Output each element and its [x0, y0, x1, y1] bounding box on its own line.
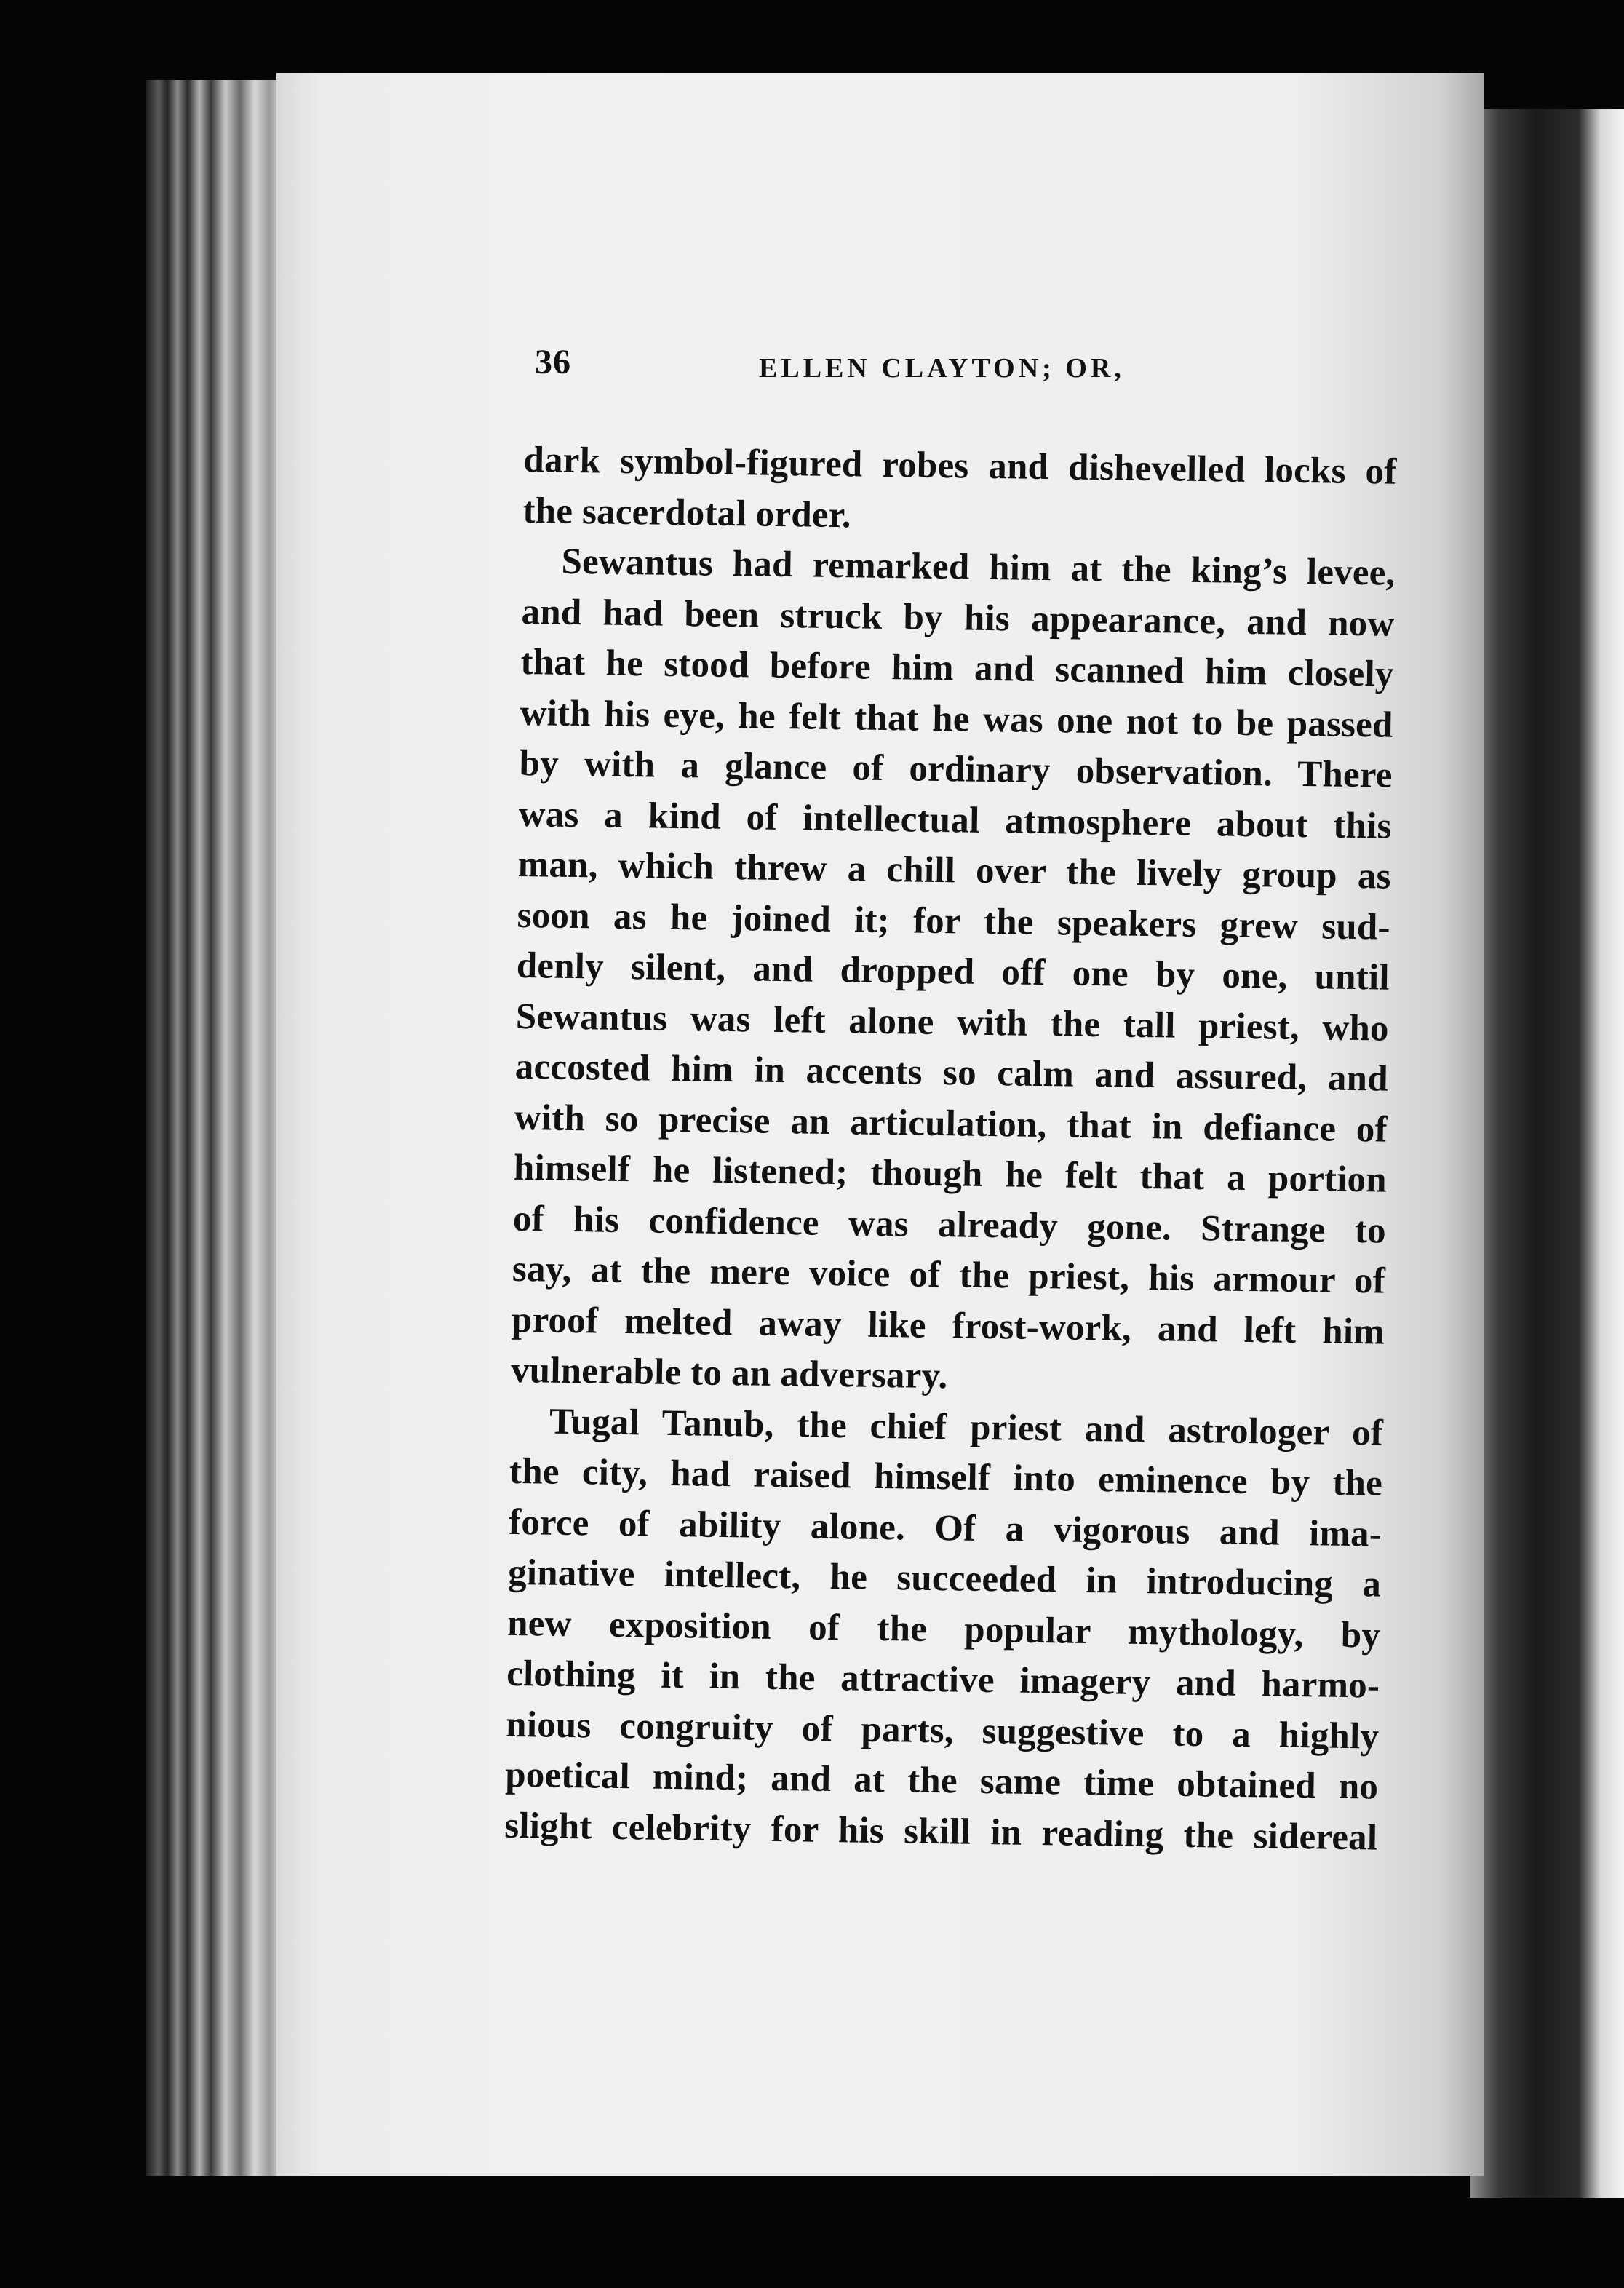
text-line: that he stood before him and scanned him closely: [520, 641, 1394, 695]
text-line: himself he listened; though he felt that a portion: [513, 1147, 1388, 1201]
text-line: dark symbol-figured robes and dishevelled locks of: [523, 439, 1397, 493]
text-line: accosted him in accents so calm and assured, and: [514, 1046, 1389, 1100]
running-title: ELLEN CLAYTON; OR,: [759, 353, 1125, 384]
text-line: poetical mind; and at the same time obtained no: [504, 1754, 1379, 1808]
text-line: slight celebrity for his skill in reading the sidereal: [503, 1805, 1378, 1859]
book-gutter: [1470, 109, 1624, 2198]
text-line: new exposition of the popular mythology, by: [506, 1602, 1381, 1656]
book-page-edges: [146, 80, 298, 2176]
text-line: Sewantus had remarked him at the king’s levee,: [561, 541, 1396, 594]
text-line: proof melted away like frost-work, and left him: [511, 1299, 1385, 1353]
page-number: 36: [535, 343, 571, 381]
text-line: and had been struck by his appearance, and now: [521, 591, 1395, 645]
text-line: by with a glance of ordinary observation. There: [519, 742, 1393, 796]
text-line: with his eye, he felt that he was one not to be passed: [520, 692, 1393, 746]
text-line: the sacerdotal order.: [522, 490, 852, 536]
text-line: say, at the mere voice of the priest, his armour of: [512, 1248, 1386, 1302]
running-head: [535, 342, 1444, 386]
text-line: with so precise an articulation, that in defiance of: [514, 1097, 1388, 1151]
text-line: nious congruity of parts, suggestive to a highly: [505, 1704, 1380, 1757]
text-line: force of ability alone. Of a vigorous and ima-: [508, 1501, 1382, 1555]
body-text: [504, 435, 1397, 1864]
text-line: Sewantus was left alone with the tall priest, who: [515, 996, 1390, 1049]
text-line: of his confidence was already gone. Strange to: [512, 1198, 1387, 1252]
text-line: man, which threw a chill over the lively group as: [517, 843, 1392, 897]
text-line: was a kind of intellectual atmosphere about this: [518, 793, 1393, 847]
text-line: Tugal Tanub, the chief priest and astrologer of: [549, 1401, 1384, 1454]
text-line: vulnerable to an adversary.: [510, 1349, 948, 1397]
text-line: ginative intellect, he succeeded in introducing a: [507, 1552, 1382, 1605]
book-page: [276, 73, 1484, 2176]
text-line: clothing it in the attractive imagery and harmo-: [506, 1653, 1380, 1707]
text-line: denly silent, and dropped off one by one, until: [516, 945, 1390, 998]
text-line: soon as he joined it; for the speakers grew sud-: [517, 894, 1391, 948]
text-line: the city, had raised himself into eminence by the: [509, 1450, 1383, 1504]
